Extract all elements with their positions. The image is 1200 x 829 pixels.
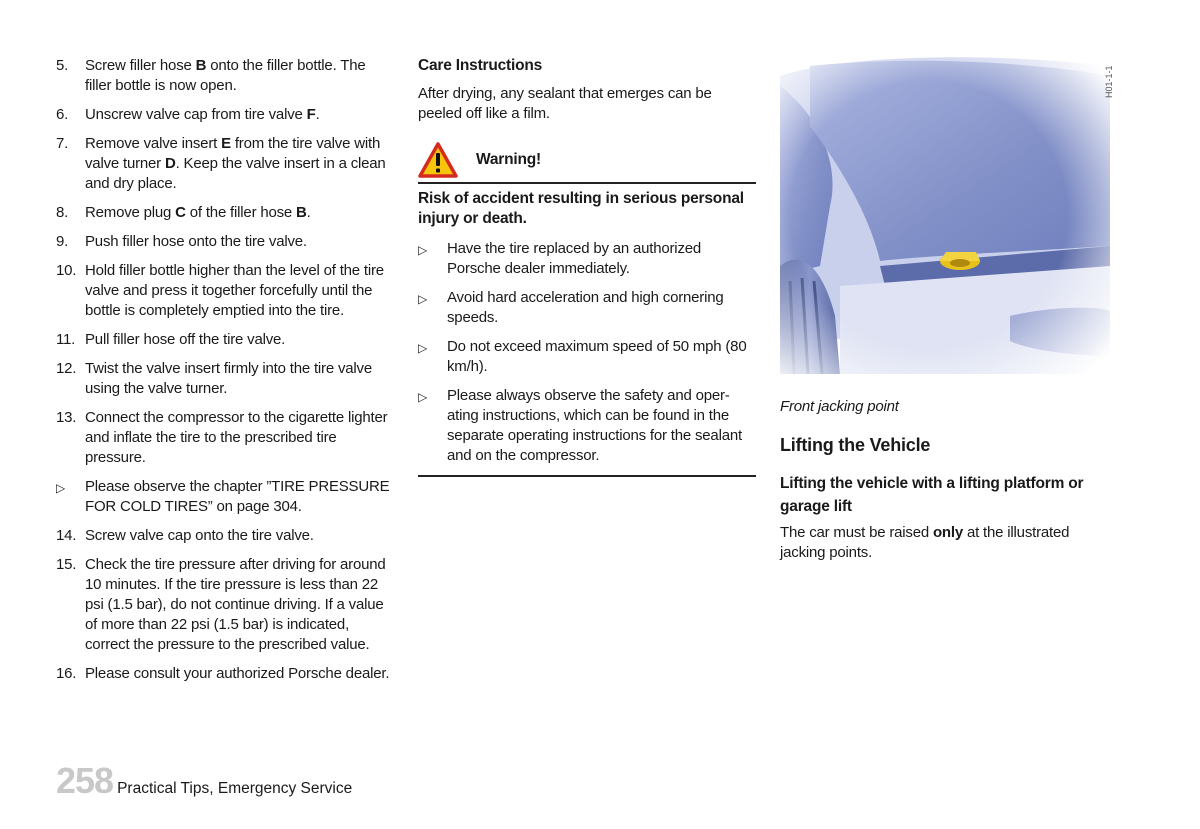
step-text <box>85 105 392 125</box>
step-text-part: Remove plug <box>85 204 176 221</box>
step-item <box>56 232 392 252</box>
warning-header <box>418 142 756 178</box>
section-name: Practical Tips, Emergency Service <box>117 780 353 797</box>
step-text-part: Twist the valve insert firmly into the tire valve using the valve turner. <box>85 360 372 397</box>
step-number: 6. <box>56 106 69 123</box>
warning-triangle-icon <box>418 142 458 178</box>
care-heading: Care Instructions <box>418 57 543 74</box>
step-item <box>56 477 392 517</box>
step-number: 9. <box>56 233 69 250</box>
step-item <box>56 526 392 546</box>
warning-bullet-text: Have the tire replaced by an authorized Porsche dealer immediately. <box>447 240 702 277</box>
warning-bullet-text: Avoid hard acceleration and high cornering speeds. <box>447 289 724 326</box>
care-warning-column <box>418 56 756 477</box>
step-text-part: Screw valve cap onto the tire valve. <box>85 527 314 544</box>
part-label: D <box>164 155 176 172</box>
page-footer <box>56 760 352 802</box>
step-number: 13. <box>56 409 77 426</box>
bullet-triangle-icon: ▷ <box>418 243 428 257</box>
warning-bullet <box>418 239 756 279</box>
step-text <box>85 56 392 96</box>
bullet-triangle-icon: ▷ <box>56 481 66 495</box>
step-item <box>56 261 392 321</box>
warning-label: Warning! <box>476 151 541 168</box>
step-number: 5. <box>56 57 69 74</box>
step-item <box>56 664 392 684</box>
step-item <box>56 555 392 655</box>
step-item <box>56 56 392 96</box>
step-item <box>56 203 392 223</box>
step-number: 7. <box>56 135 69 152</box>
step-number: 14. <box>56 527 77 544</box>
lifting-heading: Lifting the Vehicle <box>780 435 931 455</box>
bullet-triangle-icon: ▷ <box>418 292 428 306</box>
step-text-part: Connect the compressor to the cigarette lighter and inflate the tire to the prescribed tire pressure. <box>85 409 388 466</box>
part-label: B <box>296 204 307 221</box>
warning-bullet-text: Please always observe the safety and oper-ating instructions, which can be found in the separate operating instructions for the sealant and on the compressor. <box>447 387 742 464</box>
step-number: 11. <box>56 331 76 348</box>
warning-divider <box>418 182 756 184</box>
warning-risk: Risk of accident resulting in serious personal injury or death. <box>418 190 744 227</box>
step-text-part: Please observe the chapter ”TIRE PRESSURE FOR COLD TIRES” on page 304. <box>85 478 390 515</box>
bullet-triangle-icon: ▷ <box>418 390 428 404</box>
step-text-part: Please consult your authorized Porsche dealer. <box>85 665 390 682</box>
step-text-part: Remove valve insert <box>85 135 222 152</box>
bullet-triangle-icon: ▷ <box>418 341 428 355</box>
step-text <box>85 477 392 517</box>
step-text-part: Screw filler hose <box>85 57 196 74</box>
step-text <box>85 203 392 223</box>
step-text <box>85 359 392 399</box>
step-text-part: Hold filler bottle higher than the level of the tire valve and press it together forcefully until the bottle is completely emptied into the tire. <box>85 262 384 319</box>
step-text-part: . <box>315 106 320 123</box>
step-text <box>85 555 392 655</box>
step-item <box>56 330 392 350</box>
step-text <box>85 526 392 546</box>
lifting-body-post: at the illustrated jacking points. <box>780 524 1070 561</box>
lifting-subheading: Lifting the vehicle with a lifting platform or garage lift <box>780 475 1084 515</box>
step-number: 15. <box>56 556 77 573</box>
figure-code-text: H01-1-1 <box>1104 65 1114 98</box>
part-label: E <box>221 135 231 152</box>
step-number: 8. <box>56 204 69 221</box>
step-text-part: . <box>306 204 311 221</box>
step-item <box>56 359 392 399</box>
front-jacking-point-illustration <box>780 56 1110 374</box>
lifting-body <box>780 523 1110 563</box>
step-text-part: onto the filler bottle. The filler bottle is now open. <box>85 57 366 94</box>
warning-bullet-text: Do not exceed maximum speed of 50 mph (80 km/h). <box>447 338 747 375</box>
step-text <box>85 408 392 468</box>
care-body: After drying, any sealant that emerges can be peeled off like a film. <box>418 85 712 122</box>
step-text <box>85 232 392 252</box>
warning-bullet <box>418 386 756 466</box>
step-text-part: Check the tire pressure after driving for around 10 minutes. If the tire pressure is less than 22 psi (1.5 bar), do not continue driving. If a value of more than 22 psi (1.5 bar) is indicated, correct the pressure to the prescribed value. <box>85 556 386 653</box>
step-text <box>85 664 392 684</box>
step-item <box>56 105 392 125</box>
step-text <box>85 134 392 194</box>
step-number: 10. <box>56 262 77 279</box>
step-item <box>56 134 392 194</box>
page-number: 258 <box>56 760 114 801</box>
step-text-part: Push filler hose onto the tire valve. <box>85 233 307 250</box>
step-number: 16. <box>56 665 77 682</box>
lifting-body-pre: The car must be raised <box>780 524 933 541</box>
step-text-part: of the filler hose <box>185 204 297 221</box>
step-text <box>85 261 392 321</box>
figure-code <box>1100 56 1116 100</box>
step-number: 12. <box>56 360 77 377</box>
lifting-body-emphasis: only <box>932 524 964 541</box>
step-text-part: from the tire valve with valve turner <box>85 135 381 172</box>
part-label: C <box>175 204 186 221</box>
step-text-part: Unscrew valve cap from tire valve <box>85 106 307 123</box>
step-text-part: Pull filler hose off the tire valve. <box>85 331 286 348</box>
part-label: F <box>306 106 316 123</box>
part-label: B <box>195 57 207 74</box>
figure-caption: Front jacking point <box>780 398 899 415</box>
step-text-part: . Keep the valve insert in a clean and dry place. <box>85 155 386 192</box>
warning-bullet <box>418 337 756 377</box>
step-text <box>85 330 392 350</box>
step-item <box>56 408 392 468</box>
steps-column <box>56 56 392 693</box>
warning-bullets <box>418 239 756 466</box>
warning-bullet <box>418 288 756 328</box>
lifting-column <box>780 56 1110 563</box>
warning-end-divider <box>418 475 756 477</box>
